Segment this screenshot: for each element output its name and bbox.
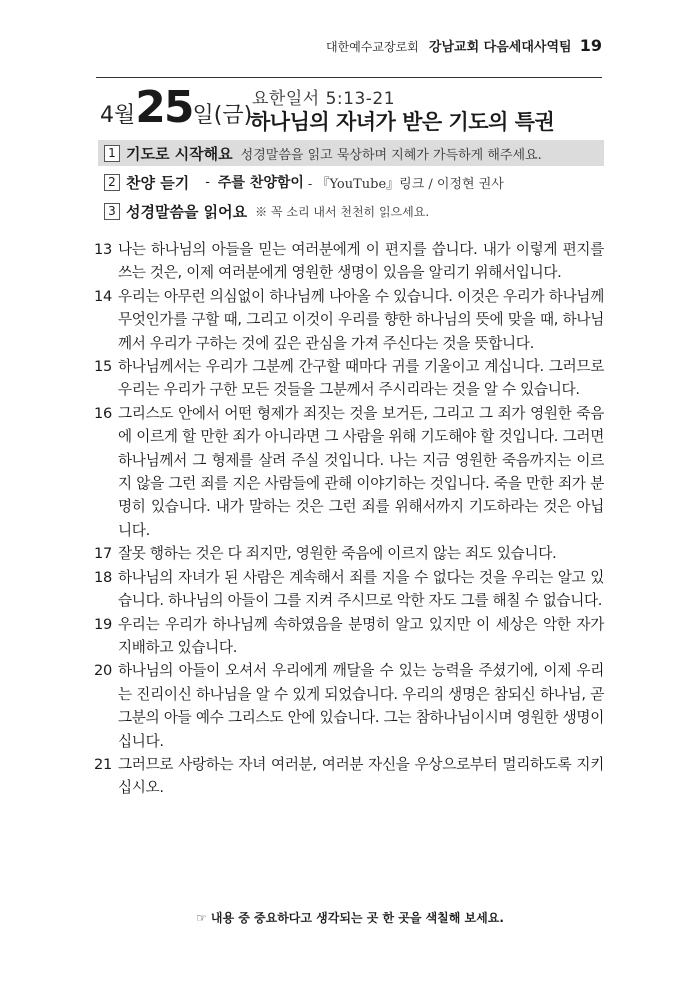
date-weekday: 일(금)	[192, 103, 253, 128]
step-separator: -	[205, 174, 210, 190]
step-2	[98, 169, 604, 195]
verse-number: 13	[94, 241, 112, 258]
verse-text: 그리스도 안에서 어떤 형제가 죄짓는 것을 보거든, 그리고 그 죄가 영원한 죽음에 이르게 할 만한 죄가 아니라면 그 사람을 위해 기도해야 할 것입니다. 그러면 하나님께서 그 형제를 살려 주실 것입니다. 나는 지금 영원한 죽음까지는 이르지 않을 그런 죄를 지은 사람들에 관해 이야기하는 것입니다. 죽을 만한 죄가 분명히 있습니다. 내가 말하는 것은 그런 죄를 위해서까지 기도하라는 것은 아닙니다.	[118, 404, 604, 539]
step-number: 1	[104, 145, 120, 162]
page-number: 19	[579, 36, 602, 55]
verse-number: 18	[94, 568, 112, 586]
verse-text: 그러므로 사랑하는 자녀 여러분, 여러분 자신을 우상으로부터 멀리하도록 지키십시오.	[118, 755, 604, 797]
pointing-hand-icon: ☞	[196, 911, 207, 925]
verse-text: 나는 하나님의 아들을 믿는 여러분에게 이 편지를 씁니다. 내가 이렇게 편지를 쓰는 것은, 이제 여러분에게 영원한 생명이 있음을 알리기 위해서입니다.	[118, 241, 604, 282]
verse	[94, 285, 604, 355]
step-number: 2	[104, 174, 120, 191]
footnote	[0, 909, 700, 926]
step-title: 성경말씀을 읽어요	[126, 202, 248, 221]
step-title: 찬양 듣기	[126, 173, 190, 192]
step-1	[98, 140, 604, 166]
verse-text: 하나님의 아들이 오셔서 우리에게 깨달을 수 있는 능력을 주셨기에, 이제 우리는 진리이신 하나님을 알 수 있게 되었습니다. 우리의 생명은 참되신 하나님, 곧 그분의 아들 예수 그리스도 안에 있습니다. 그는 참하나님이시며 영원한 생명이십니다.	[118, 662, 604, 750]
verse	[94, 613, 604, 660]
step-number: 3	[104, 203, 120, 220]
verse	[94, 566, 604, 613]
verse	[94, 753, 604, 800]
verse	[94, 238, 604, 285]
steps-list	[98, 140, 604, 227]
date-block	[100, 82, 253, 136]
youtube-link[interactable]: - 『YouTube』링크 / 이정현 권사	[307, 176, 504, 192]
verse	[94, 402, 604, 542]
verse-text: 우리는 우리가 하나님께 속하였음을 분명히 알고 있지만 이 세상은 악한 자가 지배하고 있습니다.	[118, 615, 604, 656]
date-month: 4월	[100, 103, 136, 128]
verse-number: 16	[94, 404, 112, 422]
step-title: 기도로 시작해요	[126, 144, 233, 163]
verse	[94, 542, 604, 565]
verse-text: 하나님께서는 우리가 그분께 간구할 때마다 귀를 기울이고 계십니다. 그러므로 우리는 우리가 구한 모든 것들을 그분께서 주시리라는 것을 알 수 있습니다.	[118, 358, 604, 399]
header-org: 대한예수교장로회	[326, 40, 419, 54]
footnote-text: 내용 중 중요하다고 생각되는 곳 한 곳을 색칠해 보세요.	[210, 911, 504, 925]
scripture-reference: 요한일서 5:13-21	[252, 89, 396, 109]
header-church: 강남교회 다음세대사역팀	[428, 40, 572, 55]
page-title: 하나님의 자녀가 받은 기도의 특권	[250, 110, 555, 134]
step-description: 성경말씀을 읽고 묵상하며 지혜가 가득하게 해주세요.	[240, 147, 542, 163]
verse	[94, 355, 604, 402]
verse-text: 우리는 아무런 의심없이 하나님께 나아올 수 있습니다. 이것은 우리가 하나님께 무엇인가를 구할 때, 그리고 이것이 우리를 향한 하나님의 뜻에 맞을 때, 하나님께서 우리가 구하는 것에 깊은 관심을 가져 주신다는 것을 뜻합니다.	[118, 287, 604, 352]
verse	[94, 659, 604, 753]
scripture-text	[94, 238, 604, 800]
verse-text: 잘못 행하는 것은 다 죄지만, 영원한 죽음에 이르지 않는 죄도 있습니다.	[118, 545, 557, 563]
verse-number: 14	[94, 287, 112, 305]
verse-number: 15	[94, 358, 112, 376]
verse-number: 17	[94, 545, 112, 563]
verse-number: 19	[94, 615, 112, 633]
date-day: 25	[135, 82, 193, 133]
step-3	[98, 198, 604, 224]
song-title: 주를 찬양함이	[217, 175, 304, 191]
verse-text: 하나님의 자녀가 된 사람은 계속해서 죄를 지을 수 없다는 것을 우리는 알고 있습니다. 하나님의 아들이 그를 지켜 주시므로 악한 자도 그를 해칠 수 없습니다.	[118, 568, 604, 610]
step-note: ※ 꼭 소리 내서 천천히 읽으세요.	[255, 204, 430, 219]
page-header	[96, 32, 602, 78]
verse-number: 21	[94, 755, 112, 773]
verse-number: 20	[94, 662, 112, 680]
